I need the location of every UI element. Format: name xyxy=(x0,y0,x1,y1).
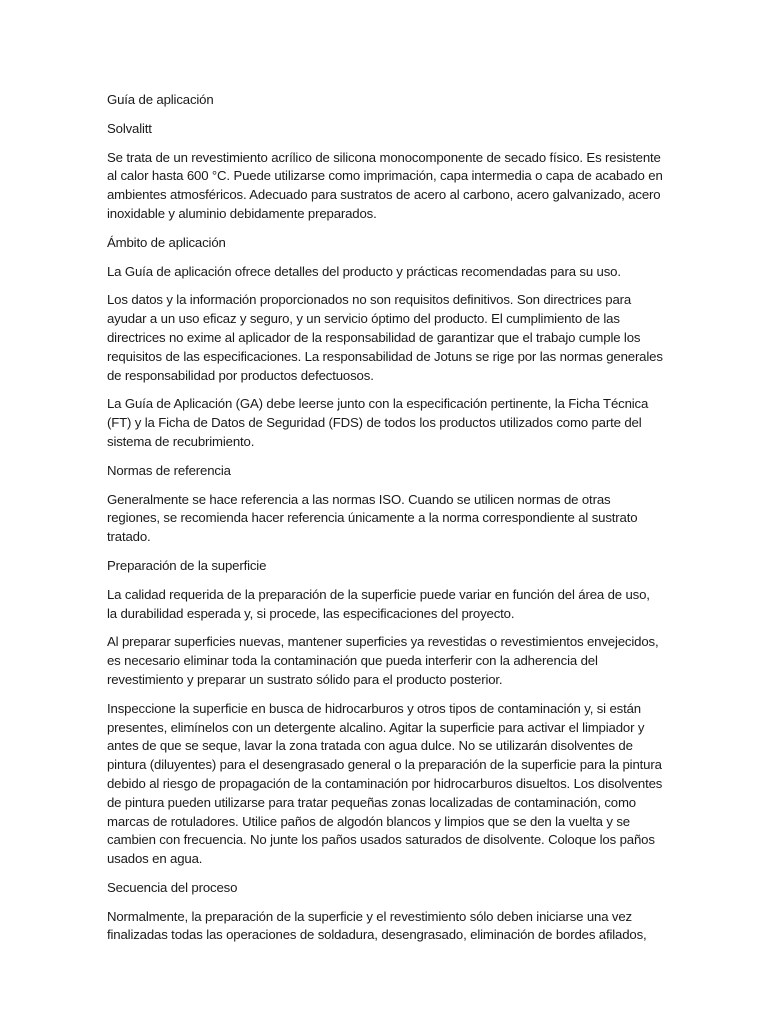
paragraph: Inspeccione la superficie en busca de hidrocarburos y otros tipos de contaminación y, si están presentes, elimínelos con un detergente alcalino. Agitar la superficie para activar el limpiador y antes de que se seque, lavar la zona tratada con agua dulce. No se utilizarán disolventes de pintura (diluyentes) para el desengrasado general o la preparación de la superficie para la pintura debido al riesgo de propagación de la contaminación por hidrocarburos disueltos. Los disolventes de pintura pueden utilizarse para tratar pequeñas zonas localizadas de contaminación, como marcas de rotuladores. Utilice paños de algodón blancos y limpios que se den la vuelta y se cambien con frecuencia. No junte los paños usados saturados de disolvente. Coloque los paños usados en agua. xyxy=(107,700,663,867)
paragraph: La Guía de Aplicación (GA) debe leerse junto con la especificación pertinente, la Ficha Técnica (FT) y la Ficha de Datos de Seguridad (FDS) de todos los productos utilizados como parte del sistema de recubrimiento. xyxy=(107,396,649,449)
paragraph: Generalmente se hace referencia a las normas ISO. Cuando se utilicen normas de otras regiones, se recomienda hacer referencia únicamente a la norma correspondiente al sustrato tratado. xyxy=(107,491,638,545)
paragraph: La calidad requerida de la preparación de la superficie puede variar en función del área de uso, la durabilidad esperada y, si procede, las especificaciones del proyecto. xyxy=(107,586,650,621)
section-heading-scope: Ámbito de aplicación xyxy=(107,234,226,250)
section-heading-surface-prep: Preparación de la superficie xyxy=(107,557,267,573)
section-heading-standards: Normas de referencia xyxy=(107,462,231,478)
section-heading-process: Secuencia del proceso xyxy=(107,879,238,895)
intro-paragraph: Se trata de un revestimiento acrílico de silicona monocomponente de secado físico. Es resistente al calor hasta 600 °C. Puede utilizarse como imprimación, capa intermedia o capa de acabado en ambientes atmosféricos. Adecuado para sustratos de acero al carbono, acero galvanizado, acero inoxidable y aluminio debidamente preparados. xyxy=(107,149,663,221)
paragraph: La Guía de aplicación ofrece detalles del producto y prácticas recomendadas para su uso. xyxy=(107,263,621,279)
document-page xyxy=(107,91,663,955)
paragraph: Al preparar superficies nuevas, mantener superficies ya revestidas o revestimientos envejecidos, es necesario eliminar toda la contaminación que pueda interferir con la adherencia del revestimiento y preparar un sustrato sólido para el producto posterior. xyxy=(107,634,659,687)
paragraph: Los datos y la información proporcionados no son requisitos definitivos. Son directrices para ayudar a un uso eficaz y seguro, y un servicio óptimo del producto. El cumplimiento de las directrices no exime al aplicador de la responsabilidad de garantizar que el trabajo cumple los requisitos de las especificaciones. La responsabilidad de Jotuns se rige por las normas generales de responsabilidad por productos defectuosos. xyxy=(107,292,663,383)
product-name: Solvalitt xyxy=(107,120,152,136)
document-title: Guía de aplicación xyxy=(107,92,214,107)
paragraph: Normalmente, la preparación de la superficie y el revestimiento sólo deben iniciarse una vez finalizadas todas las operaciones de soldadura, desengrasado, eliminación de bordes afilados, xyxy=(107,908,647,943)
